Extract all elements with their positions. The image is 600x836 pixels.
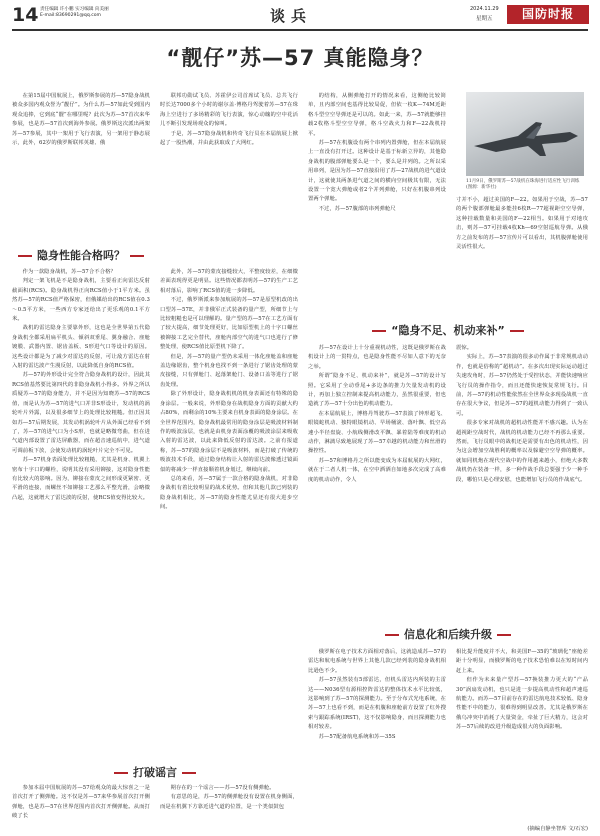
- paragraph: 苏—57和博格丹之所以能变成为本届航展的大网红，就在于二者人机一体，在空中洒洒自如地多次完成了高难度的机动动作，令人: [308, 457, 446, 483]
- issue-weekday: 星期五: [476, 16, 493, 22]
- paragraph: 除了外形设计，隐身战机机的机身表面还有特殊的隐身涂层。一般来说，外形隐身在战机隐身方面的贡献大约占80%，而剩余的10%主要来自机身表面的隐身涂层。在全世界范围内，隐身战机最常用的隐身涂层是吸波材料制作的吸波涂层，也就是由机身表面涂覆的吸波涂层来吸收入射的雷达波，以此来降低反射的雷达波。之前有报道称，苏—57的隐身涂层不是吸波材料，而是打破了传统的吸波技术手段，通过隐身结构让入射的雷达波像透过镜面似的将减少一样直接顺着机身划过，继续向前。: [160, 391, 298, 473]
- col4-mobility: [456, 344, 588, 606]
- col2-rumor: [160, 784, 298, 832]
- paragraph: 相比提升能度并不大，和美国F—35的“玻璃化”座舱差距十分明显，而俄罗斯的电子技术恐怕难以在短时间内赶上来。: [456, 649, 588, 674]
- col4-info: [456, 648, 588, 820]
- paper-logo: 国防时报: [507, 5, 589, 24]
- col3-weapons: [308, 92, 446, 318]
- paragraph: 很多专家对战机的超机动性能并不感兴趣。认为在超视距空战时代，战机的机动能力已经不再那么重要。然而，飞行员眼中的战机还是需要有出色的机动性，因为这会增加空战胜利的概率以及躲避空空导弹的概率。就如同机炮在现代空战中的作用越来越小，但绝大多数战机仍在装备一样，多一种作战手段总要强于少一种手段，哪怕只是心理安慰，也能增加飞行员的作战底气。: [456, 420, 588, 483]
- paragraph: 不过，俄罗斯派来参加航展的苏—57是原型机改的出口型苏—57E，并非俄军正式装备的量产型，所细节上与比较粗糙也是可以理解的。量产型的苏—57在工艺方面有了较大提高，细节处理更好，比如原型机上的十字口螺丝被铆接工艺完全替代，座舱内部空气的进气口也进行了修整处理，使RCS值比原型机下降了。: [160, 297, 298, 351]
- su57-photo: [466, 92, 584, 176]
- subheading-mobility: “隐身不足、机动来补”: [308, 322, 588, 338]
- paragraph: 实际上，苏—57表演的很多动作属于非常规机动动作，也就是俗称的“超机动”。在多次出现实际运动超过失速攻角时，苏—57仍然处于受控状态，并能快速响应飞行员的操作指令，而且还能快速恢复常规飞行。目前，苏—57的机动性能依然在全世界众多现役战机一直存在很大争议，但是苏—57的超机动能力得到了一致认可。: [456, 354, 588, 417]
- paragraph: 联邦功勋试飞员、苏霍伊公司首席试飞员、总共飞行时长达7000多个小时的谢尔盖·博格丹驾驶着苏—57在珠海上空进行了多场精彩的飞行表演，惊心动魄的空中花活儿不断引发现场观众的惊叫。: [160, 93, 298, 128]
- paragraph: 有意思的是，苏—57的侧弹舱没有设置在机身侧面，而是在机翼下方靠近进气道的位置，是一个类似鼓包: [160, 794, 298, 810]
- col1-intro: [12, 92, 150, 228]
- photo-caption: 11月9日，俄罗斯苏—57战机在珠海进行适应性飞行训练(图源：新华社): [466, 179, 580, 191]
- jet-silhouette: [466, 92, 584, 176]
- paragraph: 苏—57的外形设计完全符合隐身战机的设计，因此其RCS值基然要比第四代的非隐身战机小得多。外界之所以质疑苏—57的隐身能力，并不是因为知晓苏—57的RCS值，而是认为苏—57的进气口并非S形设计，发动机的涡轮叶片外露，以及很多细节上的处理比较粗糙。但正因其如苏—57后期发展，其发动机涡轮叶片从外面已经看不到了，苏—57的进气口为小S形，也就是略微弯曲，但在进气道内部设置了雷达屏蔽器，而在超音速巡航中，进气道可调前板下放，会使发动机的涡轮叶片完全不可见。: [12, 372, 150, 454]
- col3-mobility: [308, 344, 446, 606]
- paragraph: 于是，苏—57隐身战机和传奇飞行员在本届航展上掀起了一股热潮，并由此获取成了大网红。: [160, 130, 298, 147]
- col1-rumor: [12, 784, 150, 832]
- paragraph: 在本届航展上，博格丹驾驶苏—57表演了钟形超飞、眼镜蛇机动、独特眼镜机动、早场桶滚、落叶飘、低空高速小半径盘旋、小航线侧滑改平飘、暴着陆等难度的机动动作，淋漓尽致地展现了苏—57卓越的机动能力和丝滑的操控性。: [308, 410, 446, 455]
- email-line: E-mail:83690291@qq.com: [40, 13, 102, 19]
- paragraph: 参加本届中国航展的苏—57给观众的最大惊喜之一是首次打开了侧弹舱。这不仅是苏—57来华参展首次打开侧弹舱，也是苏—57在世界范围内首次打开侧弹舱。从而打破了长: [12, 785, 150, 820]
- col3-info: [308, 648, 446, 832]
- paragraph: 的结构，从侧弹舱打开的情况来看，这侧舱比较简单，且内部空间也基得比较局促，但依一枚K—74M近距格斗型空空导弹还是可以的。如此一来，苏—57就能够挂载2枚格斗型空空导弹，格斗空战火力和F—22战机持平。: [308, 93, 446, 137]
- paragraph: 战机的雷达隐身主要靠外形，这也是全世界第五代隐身战机全都采用扁平机头、倾斜双垂尾、翼身融合、座舱镀膜、武器内置、锯齿盖板、S形进气口等设计的原因。这些设计都是为了减少对雷达的反射，可让敌方雷达在射入射的雷达波产生漫反射，以此降低自身的RCS值。: [12, 325, 150, 370]
- paragraph: 寸并不小，超过美国的F—22。如果用于空战，苏—57的两个腹部弹舱最多能挂6枚R—77超视距空空导弹，这种挂载数量和美国的F—22相当。如果用于对地攻击，则苏—57可挂载4枚Kh—69空射巡航导弹。从俄方之前发布的苏—57宣传片可以看出，其机腹弹舱使用灵活性很大。: [456, 197, 588, 251]
- paragraph: 不过，苏—57腹部的串列弹舱尺: [318, 205, 396, 212]
- editor-info: [40, 7, 109, 20]
- header-rule: [12, 29, 588, 31]
- paragraph: 所谓“隐身不足、机动来补”，就是苏—57的设计写照。它采用了全动垂尾+多边条的推力矢量发动机的设计，再加上独立控制来提高机动能力，虽然很重要，但也造就了苏—57十分出色的机动能力。: [308, 373, 446, 408]
- paragraph: 俄罗斯在电子技术方面相对落后，这就造成苏—57的雷达和航电系统与世界上其他几款已经列装的隐身战机相比逊色不少。: [308, 649, 446, 674]
- paragraph: 此外，苏—57的蒙皮接缝较大，平整度较差，在细微差面表现得更是明显。这些情况都表明苏—57的生产工艺相对落后，影响了RCS值的进一步降低。: [160, 269, 298, 294]
- paragraph: 但是，苏—57的量产型仍未采用一体化座舱盖和座舱盖边缘锯齿，整个机身也找不到一条进行了锯齿处理的蒙皮接缝，只有弹舱门、起落架舱门、设备口盖等进行了锯齿处理。: [160, 353, 298, 388]
- section-title: 谈兵: [270, 7, 313, 25]
- paragraph: 期存在的一个谣言——苏—57没有侧弹舱。: [170, 785, 275, 791]
- subheading-stealth: 隐身性能合格吗？: [12, 247, 150, 263]
- col2-body: [160, 268, 298, 780]
- col4-weapons: [456, 196, 588, 316]
- paragraph: 总的来看，苏—57属于一款合格的隐身战机，对非隐身战机有着比较明显的战术优势。但和其他几款已列装的隐身战机相比，苏—57的隐身性能尤显还有很大进步空间。: [160, 475, 298, 511]
- paragraph: 但作为未来量产型苏—57换装推力更大的“产品30”涡扇发动机，也只是进一步提高机动性和超声速巡航能力。而苏—57目前存在的雷达航电技术较低、隐身性能不中的能力，很难得到明显改善。尤其是俄罗斯在俄乌冲突中消耗了大量资金，牵扯了巨大精力，这会对苏—57后续的改进升级造成很大的负面影响。: [456, 677, 588, 731]
- col2-intro: [160, 92, 298, 228]
- paragraph: 苏—57虽然装有5部雷达，但机头雷达内所装的主雷达——N036型有源相控阵雷达的整体技术水平比较低，这影响到了苏—57的探测能力。至于分布式光电系统，在苏—57上也看不到，而是在机腹和座舱前方设置了红外搜索与跟踪系统(IRST)，这不仅影响隐身，而且探测能力也相对较差。: [308, 677, 446, 731]
- paragraph: 苏—57在机腹设有两个串列内置弹舱，但在本届航展上一直没有打开过。这种设计是基于标新立异的，其他隐身战机的腹部弹舱要么是一个，要么是并列的。之所以采用串列，是因为苏—57直接沿用了苏—27战机的进气道设计，这就使其两条进气道之间的横向空间极其有限，无法设置一个宽大弹舱或者2个并列弹舱，只好在机腹串列设置两个弹舱。: [308, 140, 446, 203]
- subheading-info: 信息化和后续升级: [308, 626, 588, 642]
- editor-line: 责任编辑 许小鹏 实习编辑 向美丽: [40, 7, 109, 12]
- subheading-rumor: 打破谣言: [12, 764, 298, 780]
- paragraph: 苏—57在设计上十分重视机动性，这既是俄罗斯在战机设计上的一贯特点，也是隐身性能不尽如人意下的无奈之举。: [308, 345, 446, 370]
- paragraph: 作为一款隐身战机，苏—57合不合格？: [22, 269, 116, 275]
- paragraph: 苏—57配备航电系统和苏—35S: [318, 733, 396, 740]
- article-title: “靓仔”苏—57 真能隐身？: [166, 46, 434, 70]
- source-credit: (摘编自静坐智库 文/石宏): [527, 826, 588, 832]
- paragraph: 判定一架飞机是不是隐身战机，主要看正向雷达反射截面积(RCS)。隐身战机得正向RCS值小于1平方米。虽然苏—57的RCS值严格保密，但俄媒给出的RCS值在0.3～0.5平方米，一些西方专家还给出了更乐观的0.1平方米。: [12, 278, 150, 323]
- page-number: 14: [12, 4, 39, 26]
- col1-stealth: [12, 268, 150, 780]
- issue-date: 2024.11.29: [470, 6, 499, 12]
- paragraph: 在第15届中国航展上，俄罗斯参展的苏—57隐身战机被众多国内观众誉为“靓仔”。为什么苏—57如此受到国内观众追捧，它到底“靓”在哪里呢？此次为苏—57首次来华参展，也是苏—57首次到海外参展。俄罗斯这次派出两架苏—57参展，其中一架用于飞行表演，另一架用于静态展示，此外，62岁的俄罗斯联邦英雄、俄: [12, 93, 150, 147]
- paragraph: 震惊。: [456, 345, 473, 351]
- paragraph: 苏—57机身表面处理比较粗糙，尤其是机身、机翼上密布十字口的螺栓，说明其没有采用铆接，这对隐身性能有比较大的影响。因为，铆接在蒙皮之间形成更紧密、更平滑的连接，而螺丝不如铆接工艺那么平整光滑，会略微凸起，这就增大了雷达波的反射，使RCS值变得比较大。: [12, 457, 150, 501]
